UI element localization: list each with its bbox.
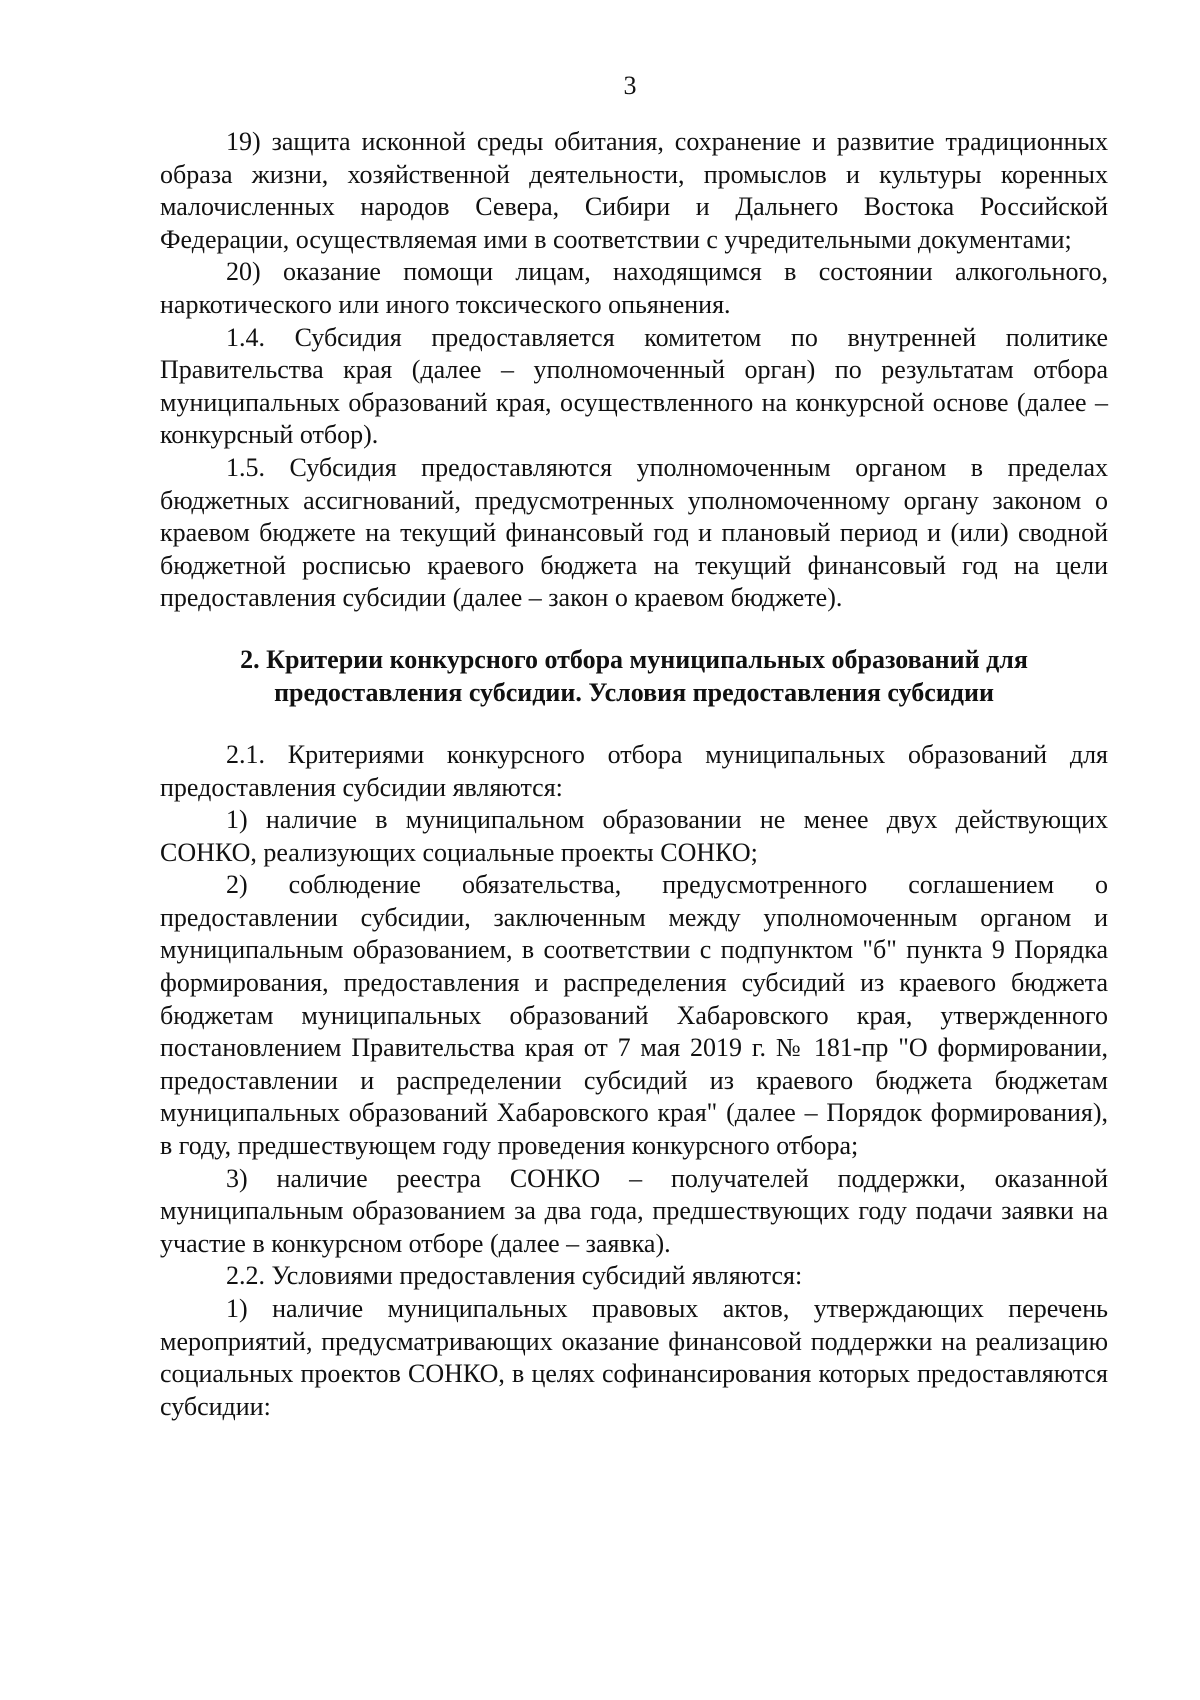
paragraph-item-20: 20) оказание помощи лицам, находящимся в состоянии алкогольного, наркотического или иного токсического опьянения. [160, 257, 1108, 319]
paragraph-2-1-item-3: 3) наличие реестра СОНКО – получателей поддержки, оказанной муниципальным образованием за два года, предшествующих году подачи заявки на участие в конкурсном отборе (далее – заявка). [160, 1163, 1108, 1258]
paragraph-item-19: 19) защита исконной среды обитания, сохранение и развитие традиционных образа жизни, хозяйственной деятельности, промыслов и культуры коренных малочисленных народов Севера, Сибири и Дальнего Востока Российской Федерации, осуществляемая ими в соответствии с учредительными документами; [160, 127, 1108, 254]
paragraph-2-2: 2.2. Условиями предоставления субсидий являются: [226, 1261, 803, 1291]
page-number: 3 [623, 71, 637, 100]
paragraph-1-5: 1.5. Субсидия предоставляются уполномоченным органом в пределах бюджетных ассигнований, предусмотренных уполномоченному органу законом о краевом бюджете на текущий финансовый год и плановый период и (или) сводной бюджетной росписью краевого бюджета на текущий финансовый год на цели предоставления субсидии (далее – закон о краевом бюджете). [160, 452, 1108, 613]
section-heading-line-2: предоставления субсидии. Условия предоставления субсидии [274, 677, 994, 707]
section-heading-line-1: 2. Критерии конкурсного отбора муниципальных образований для [240, 644, 1028, 674]
paragraph-2-1-item-1: 1) наличие в муниципальном образовании не менее двух действующих СОНКО, реализующих социальные проекты СОНКО; [160, 805, 1108, 867]
paragraph-1-4: 1.4. Субсидия предоставляется комитетом по внутренней политике Правительства края (далее – уполномоченный орган) по результатам отбора муниципальных образований края, осуществленного на конкурсной основе (далее –конкурсный отбор). [160, 322, 1108, 450]
paragraph-2-1: 2.1. Критериями конкурсного отбора муниципальных образований для предоставления субсидии являются: [160, 739, 1108, 802]
paragraph-2-2-item-1: 1) наличие муниципальных правовых актов, утверждающих перечень мероприятий, предусматривающих оказание финансовой поддержки на реализацию социальных проектов СОНКО, в целях софинансирования которых предоставляются субсидии: [160, 1294, 1108, 1421]
paragraph-2-1-item-2: 2) соблюдение обязательства, предусмотренного соглашением о предоставлении субсидии, заключенным между уполномоченным органом и муниципальным образованием, в соответствии с подпунктом "б" пункта 9 Порядка формирования, предоставления и распределения субсидий из краевого бюджета бюджетам муниципальных образований Хабаровского края, утвержденного постановлением Правительства края от 7 мая 2019 г. № 181-пр "О формировании, предоставлении и распределении субсидий из краевого бюджета бюджетам муниципальных образований Хабаровского края" (далее – Порядок формирования), в году, предшествующем году проведения конкурсного отбора; [160, 870, 1108, 1161]
document-body [160, 126, 1108, 1423]
section-heading [160, 643, 1108, 709]
